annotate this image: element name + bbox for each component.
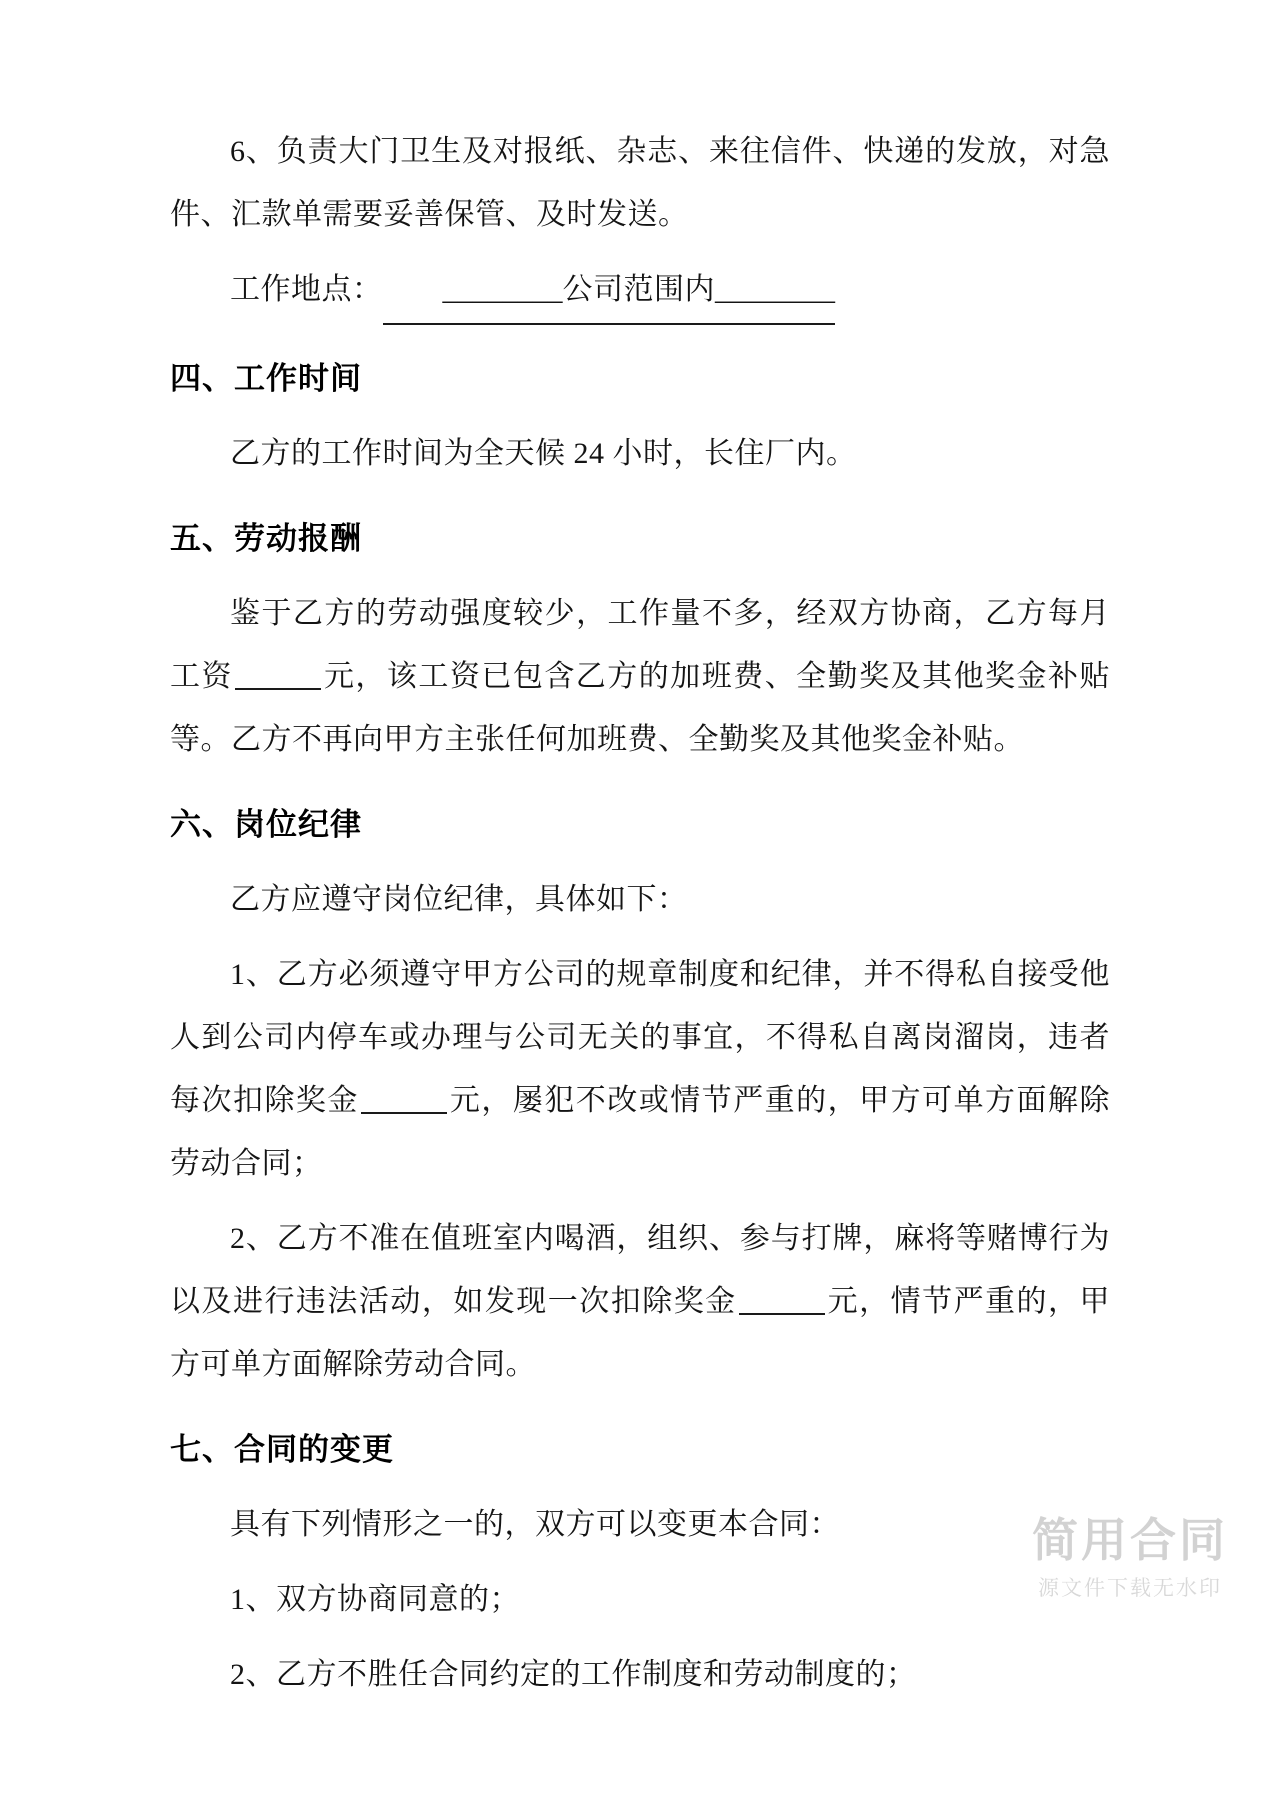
- contract-change-item-2: 2、乙方不胜任合同约定的工作制度和劳动制度的；: [230, 1658, 917, 1691]
- spacer: [170, 1396, 1110, 1418]
- spacer: [170, 485, 1110, 507]
- work-location-lead-blank: ________: [442, 273, 563, 306]
- section-heading-six: 六、岗位纪律: [170, 807, 362, 842]
- section-heading-five: 五、劳动报酬: [170, 521, 362, 556]
- clause-item-6: 6、负责大门卫生及对报纸、杂志、来往信件、快递的发放，对急件、汇款单需要妥善保管、及时发送。: [170, 135, 1110, 231]
- document-body: [170, 120, 1110, 1706]
- discipline-item-2: [170, 1207, 1110, 1396]
- spacer: [170, 325, 1110, 347]
- discipline-item-1: [170, 943, 1110, 1195]
- spacer: [170, 856, 1110, 868]
- discipline-2-text-after: 元，情节严重的，甲方可单方面解除劳动合同。: [170, 1285, 1111, 1381]
- contract-change-intro: 具有下列情形之一的，双方可以变更本合同：: [230, 1508, 840, 1541]
- work-location-line: [170, 258, 1110, 325]
- work-location-label: 工作地点：: [230, 273, 383, 306]
- discipline-2-text-before: 2、乙方不准在值班室内喝酒，组织、参与打牌，麻将等赌博行为以及进行违法活动，如发现一次扣除奖金: [170, 1222, 1110, 1318]
- spacer: [170, 931, 1110, 943]
- watermark-subtitle: 源文件下载无水印: [1038, 1577, 1222, 1600]
- discipline-intro-paragraph: 乙方应遵守岗位纪律，具体如下：: [230, 883, 688, 916]
- work-location-value: 公司范围内: [562, 273, 715, 306]
- section-heading-four: 四、工作时间: [170, 361, 362, 396]
- discipline-1-text-before: 1、乙方必须遵守甲方公司的规章制度和纪律，并不得私自接受他人到公司内停车或办理与公司无关的事宜，不得私自离岗溜岗，违者每次扣除奖金: [170, 958, 1110, 1117]
- spacer: [170, 1195, 1110, 1207]
- labor-pay-text-before: 鉴于乙方的劳动强度较少，工作量不多，经双方协商，乙方每月工资: [170, 597, 1110, 693]
- salary-blank-field[interactable]: [235, 662, 321, 690]
- discipline-1-text-after: 元，屡犯不改或情节严重的，甲方可单方面解除劳动合同；: [170, 1084, 1111, 1180]
- deduction-blank-field-2[interactable]: [739, 1287, 825, 1315]
- spacer: [170, 771, 1110, 793]
- spacer: [170, 410, 1110, 422]
- work-location-value-underline: [383, 258, 836, 325]
- labor-pay-text-after: 元，该工资已包含乙方的加班费、全勤奖及其他奖金补贴等。乙方不再向甲方主张任何加班费、全勤奖及其他奖金补贴。: [170, 660, 1111, 756]
- spacer: [170, 1556, 1110, 1568]
- spacer: [170, 1481, 1110, 1493]
- work-location-trail-blank: ________: [715, 273, 835, 306]
- section-heading-seven: 七、合同的变更: [170, 1432, 394, 1467]
- watermark-brand: 简用合同: [1032, 1513, 1228, 1566]
- spacer: [170, 246, 1110, 258]
- work-time-paragraph: 乙方的工作时间为全天候 24 小时，长住厂内。: [230, 437, 857, 470]
- spacer: [170, 1631, 1110, 1643]
- deduction-blank-field-1[interactable]: [361, 1086, 447, 1114]
- contract-change-item-1: 1、双方协商同意的；: [230, 1583, 520, 1616]
- labor-pay-paragraph: [170, 582, 1110, 771]
- spacer: [170, 570, 1110, 582]
